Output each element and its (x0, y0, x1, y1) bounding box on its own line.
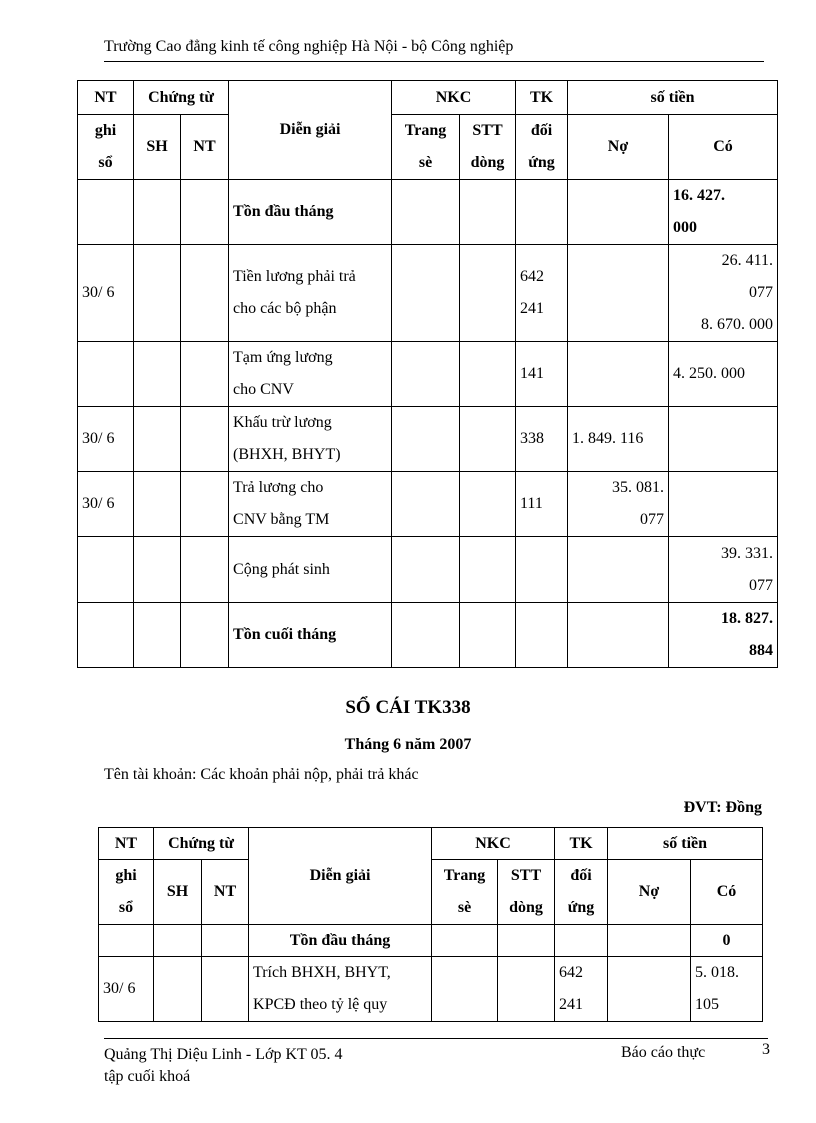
ledger-table-2 (98, 827, 763, 1022)
ledger-table-1 (77, 80, 778, 668)
cell-stt-dong (460, 603, 516, 668)
col-tk-sub: đối ứng (516, 115, 568, 180)
cell-trang-se (392, 407, 460, 472)
cell-sh (134, 603, 181, 668)
table-row (78, 407, 778, 472)
table-row (99, 925, 763, 957)
cell-no (568, 245, 669, 342)
col-nt-ghi-so-sub: ghi sổ (78, 115, 134, 180)
col-chung-tu: Chứng từ (134, 81, 229, 115)
cell-sh (134, 342, 181, 407)
col-chung-tu: Chứng từ (154, 828, 249, 860)
cell-dien-giai: Cộng phát sinh (229, 537, 392, 603)
cell-nt (181, 245, 229, 342)
cell-dien-giai: Tồn cuối tháng (229, 603, 392, 668)
cell-tk: 111 (516, 472, 568, 537)
cell-sh (134, 245, 181, 342)
cell-co (669, 407, 778, 472)
cell-nt-ghi-so: 30/ 6 (78, 245, 134, 342)
col-no: Nợ (608, 860, 691, 925)
footer-rule (104, 1038, 768, 1039)
cell-stt-dong (460, 245, 516, 342)
cell-stt-dong (498, 925, 555, 957)
cell-dien-giai: Tạm ứng lương cho CNV (229, 342, 392, 407)
cell-sh (134, 180, 181, 245)
cell-stt-dong (460, 472, 516, 537)
col-tk: TK (555, 828, 608, 860)
col-so-tien: số tiền (608, 828, 763, 860)
account-name: Tên tài khoản: Các khoản phải nộp, phải trả khác (104, 766, 419, 783)
page-number: 3 (762, 1041, 770, 1058)
col-dien-giai: Diễn giải (249, 828, 432, 925)
cell-co: 26. 411. 077 8. 670. 000 (669, 245, 778, 342)
cell-trang-se (392, 180, 460, 245)
cell-tk (555, 925, 608, 957)
cell-stt-dong (460, 180, 516, 245)
header-rule (104, 61, 764, 62)
cell-nt-ghi-so (99, 925, 154, 957)
cell-nt (181, 407, 229, 472)
cell-trang-se (392, 603, 460, 668)
cell-no (568, 537, 669, 603)
col-nt-ghi-so: NT (78, 81, 134, 115)
cell-nt (181, 537, 229, 603)
cell-nt (181, 180, 229, 245)
cell-tk: 338 (516, 407, 568, 472)
col-tk-sub: đối ứng (555, 860, 608, 925)
cell-tk (516, 603, 568, 668)
col-so-tien: số tiền (568, 81, 778, 115)
col-sh: SH (154, 860, 202, 925)
cell-trang-se (432, 957, 498, 1022)
cell-trang-se (392, 537, 460, 603)
cell-nt-ghi-so (78, 603, 134, 668)
page-header: Trường Cao đẳng kinh tế công nghiệp Hà Nội - bộ Công nghiệp (104, 38, 514, 55)
col-nt: NT (202, 860, 249, 925)
table-row (78, 245, 778, 342)
cell-dien-giai: Tồn đầu tháng (249, 925, 432, 957)
cell-trang-se (392, 472, 460, 537)
cell-trang-se (392, 245, 460, 342)
cell-co: 16. 427. 000 (669, 180, 778, 245)
col-sh: SH (134, 115, 181, 180)
col-co: Có (669, 115, 778, 180)
cell-nt (202, 925, 249, 957)
cell-co: 0 (691, 925, 763, 957)
table-row (78, 342, 778, 407)
cell-nt-ghi-so (78, 180, 134, 245)
cell-trang-se (392, 342, 460, 407)
cell-no (568, 603, 669, 668)
cell-co: 18. 827. 884 (669, 603, 778, 668)
cell-no (608, 925, 691, 957)
cell-tk (516, 180, 568, 245)
cell-nt (181, 472, 229, 537)
cell-stt-dong (498, 957, 555, 1022)
cell-sh (154, 957, 202, 1022)
ledger-title: SỔ CÁI TK338 (345, 697, 471, 718)
col-no: Nợ (568, 115, 669, 180)
cell-dien-giai: Trả lương cho CNV bằng TM (229, 472, 392, 537)
cell-co: 39. 331. 077 (669, 537, 778, 603)
ledger-subtitle: Tháng 6 năm 2007 (344, 736, 472, 753)
col-trang-se: Trang sè (432, 860, 498, 925)
cell-co (669, 472, 778, 537)
cell-dien-giai: Khấu trừ lương (BHXH, BHYT) (229, 407, 392, 472)
cell-nt-ghi-so: 30/ 6 (78, 472, 134, 537)
footer-report-label: Báo cáo thực (621, 1044, 706, 1061)
cell-co: 5. 018. 105 (691, 957, 763, 1022)
col-dien-giai: Diễn giải (229, 81, 392, 180)
cell-nt (181, 342, 229, 407)
col-trang-se: Trang sè (392, 115, 460, 180)
table-row (78, 472, 778, 537)
cell-nt (202, 957, 249, 1022)
col-nt-ghi-so-sub: ghi sổ (99, 860, 154, 925)
cell-nt-ghi-so: 30/ 6 (99, 957, 154, 1022)
cell-sh (134, 407, 181, 472)
cell-stt-dong (460, 407, 516, 472)
table-row (78, 537, 778, 603)
cell-sh (134, 472, 181, 537)
cell-stt-dong (460, 342, 516, 407)
cell-co: 4. 250. 000 (669, 342, 778, 407)
cell-sh (154, 925, 202, 957)
cell-trang-se (432, 925, 498, 957)
cell-dien-giai: Tồn đầu tháng (229, 180, 392, 245)
cell-tk (516, 537, 568, 603)
cell-stt-dong (460, 537, 516, 603)
cell-no (568, 342, 669, 407)
cell-no (568, 180, 669, 245)
cell-tk: 141 (516, 342, 568, 407)
cell-tk: 642 241 (555, 957, 608, 1022)
col-stt-dong: STT dòng (460, 115, 516, 180)
col-stt-dong: STT dòng (498, 860, 555, 925)
table-row (78, 180, 778, 245)
cell-nt-ghi-so: 30/ 6 (78, 407, 134, 472)
cell-nt-ghi-so (78, 537, 134, 603)
cell-no (608, 957, 691, 1022)
cell-nt (181, 603, 229, 668)
cell-tk: 642 241 (516, 245, 568, 342)
footer-author: Quảng Thị Diệu Linh - Lớp KT 05. 4 tập cuối khoá (104, 1046, 343, 1085)
cell-dien-giai: Trích BHXH, BHYT, KPCĐ theo tỷ lệ quy (249, 957, 432, 1022)
cell-no: 35. 081. 077 (568, 472, 669, 537)
col-tk: TK (516, 81, 568, 115)
table-row (78, 603, 778, 668)
cell-sh (134, 537, 181, 603)
col-nt: NT (181, 115, 229, 180)
col-nkc: NKC (392, 81, 516, 115)
col-nkc: NKC (432, 828, 555, 860)
cell-no: 1. 849. 116 (568, 407, 669, 472)
cell-dien-giai: Tiền lương phải trả cho các bộ phận (229, 245, 392, 342)
col-nt-ghi-so: NT (99, 828, 154, 860)
col-co: Có (691, 860, 763, 925)
cell-nt-ghi-so (78, 342, 134, 407)
table-row (99, 957, 763, 1022)
currency-unit: ĐVT: Đồng (683, 799, 762, 816)
